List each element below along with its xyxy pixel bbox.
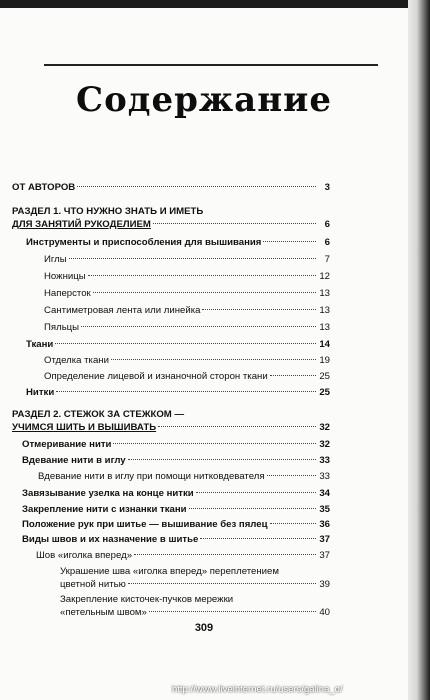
toc-entry-title: Завязывание узелка на конце нитки bbox=[22, 488, 194, 499]
watermark-url: http://www.liveinternet.ru/users/galina_o/ bbox=[172, 684, 343, 695]
toc-page-number: 14 bbox=[319, 339, 330, 350]
leader-dots bbox=[270, 523, 316, 524]
leader-dots bbox=[158, 426, 316, 427]
leader-dots bbox=[270, 375, 316, 376]
leader-dots bbox=[202, 309, 316, 310]
leader-dots bbox=[113, 443, 316, 444]
toc-page-number: 25 bbox=[319, 387, 330, 398]
toc-entry-title: Ткани bbox=[26, 339, 54, 350]
toc-entry-title: Отделка ткани bbox=[44, 355, 109, 366]
toc-page-number: 35 bbox=[319, 504, 330, 515]
toc-entry-title: Вдевание нити в иглу при помощи нитковдевателя bbox=[38, 471, 265, 482]
toc-entry-title: Сантиметровая лента или линейка bbox=[44, 305, 201, 316]
toc-page-number: 13 bbox=[319, 288, 330, 299]
toc-entry-title: Шов «иголка вперед» bbox=[36, 550, 133, 561]
page-edge-shadow bbox=[408, 0, 430, 700]
leader-dots bbox=[196, 492, 316, 493]
toc-page-number: 32 bbox=[319, 439, 330, 450]
toc-page-number: 6 bbox=[324, 219, 330, 230]
toc-page-number: 13 bbox=[319, 322, 330, 333]
page-number-footer: 309 bbox=[194, 622, 214, 634]
toc-page-number: 6 bbox=[324, 237, 330, 248]
leader-dots bbox=[134, 554, 316, 555]
leader-dots bbox=[56, 391, 316, 392]
toc-page-number: 39 bbox=[319, 579, 330, 590]
toc-page-number: 34 bbox=[319, 488, 330, 499]
leader-dots bbox=[263, 241, 316, 242]
leader-dots bbox=[55, 343, 316, 344]
toc-entry-title-line2: ДЛЯ ЗАНЯТИЙ РУКОДЕЛИЕМ bbox=[12, 219, 151, 230]
toc-page-number: 32 bbox=[319, 422, 330, 433]
leader-dots bbox=[149, 611, 316, 612]
top-rule bbox=[44, 64, 378, 66]
leader-dots bbox=[111, 359, 316, 360]
leader-dots bbox=[128, 583, 316, 584]
toc-entry-title: ОТ АВТОРОВ bbox=[12, 182, 76, 193]
toc-page-number: 36 bbox=[319, 519, 330, 530]
leader-dots bbox=[153, 223, 316, 224]
toc-entry-title: Закрепление кисточек-пучков мережки bbox=[60, 594, 234, 605]
toc-entry-title: Инструменты и приспособления для вышивания bbox=[26, 237, 262, 248]
toc-entry-title: РАЗДЕЛ 1. ЧТО НУЖНО ЗНАТЬ И ИМЕТЬ bbox=[12, 206, 204, 217]
toc-entry-title: Иглы bbox=[44, 254, 67, 265]
leader-dots bbox=[93, 292, 316, 293]
toc-entry-title: Определение лицевой и изнаночной сторон ткани bbox=[44, 371, 268, 382]
toc-page-number: 3 bbox=[324, 182, 330, 193]
toc-page-number: 25 bbox=[319, 371, 330, 382]
toc-entry-title-line2: цветной нитью bbox=[60, 579, 126, 590]
toc-entry-title: Вдевание нити в иглу bbox=[22, 455, 126, 466]
toc-entry-title: Закрепление нити с изнанки ткани bbox=[22, 504, 187, 515]
toc-entry-title: Наперсток bbox=[44, 288, 91, 299]
toc-entry-title: Пяльцы bbox=[44, 322, 80, 333]
toc-entry-title: Нитки bbox=[26, 387, 55, 398]
toc-page-number: 13 bbox=[319, 305, 330, 316]
toc-page-number: 7 bbox=[324, 254, 330, 265]
toc-entry-title: Виды швов и их назначение в шитье bbox=[22, 534, 199, 545]
toc-page-number: 33 bbox=[319, 455, 330, 466]
toc-entry-title: Украшение шва «иголка вперед» переплетением bbox=[60, 566, 279, 577]
toc-entry-title: Отмеривание нити bbox=[22, 439, 112, 450]
toc-page-number: 40 bbox=[319, 607, 330, 618]
toc-entry-title-line2: УЧИМСЯ ШИТЬ И ВЫШИВАТЬ bbox=[12, 422, 157, 433]
leader-dots bbox=[81, 326, 316, 327]
leader-dots bbox=[128, 459, 316, 460]
leader-dots bbox=[69, 258, 316, 259]
toc-page-number: 37 bbox=[319, 550, 330, 561]
leader-dots bbox=[189, 508, 316, 509]
toc-page-number: 19 bbox=[319, 355, 330, 366]
leader-dots bbox=[267, 475, 316, 476]
toc-entry-title: Ножницы bbox=[44, 271, 86, 282]
toc-page-number: 33 bbox=[319, 471, 330, 482]
page-title: Содержание bbox=[76, 80, 332, 120]
toc-page-number: 37 bbox=[319, 534, 330, 545]
leader-dots bbox=[200, 538, 316, 539]
leader-dots bbox=[88, 275, 316, 276]
leader-dots bbox=[77, 186, 316, 187]
toc-page-number: 12 bbox=[319, 271, 330, 282]
toc-entry-title: РАЗДЕЛ 2. СТЕЖОК ЗА СТЕЖКОМ — bbox=[12, 409, 185, 420]
toc-entry-title-line2: «петельным швом» bbox=[60, 607, 147, 618]
toc-entry-title: Положение рук при шитье — вышивание без пялец bbox=[22, 519, 268, 530]
